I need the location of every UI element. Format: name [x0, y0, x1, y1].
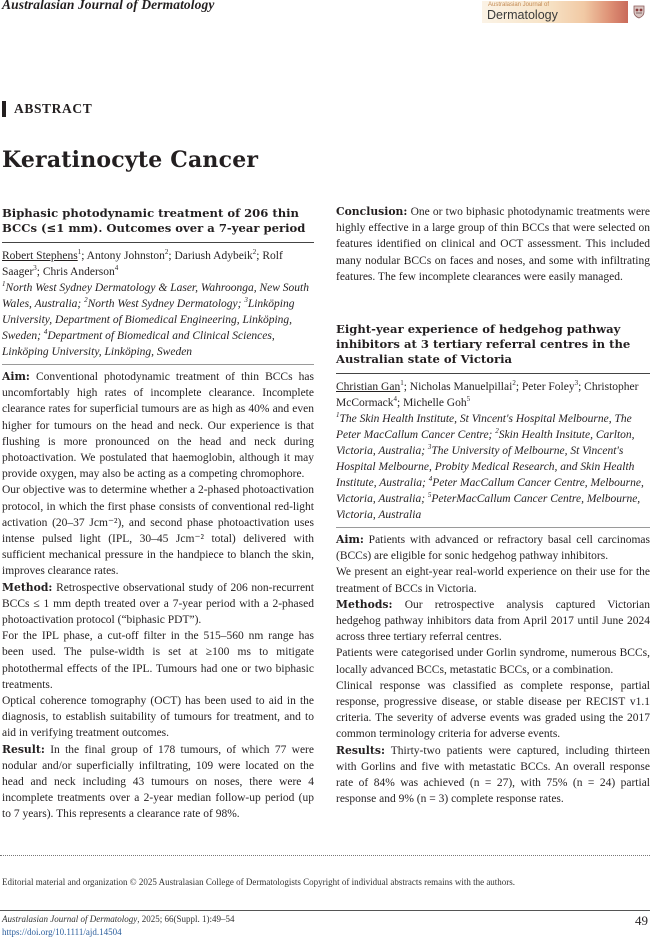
accent-bar	[2, 101, 6, 117]
paragraph-label: Results:	[336, 743, 385, 757]
author-name: Dariush Adybeik	[174, 250, 253, 262]
affiliation-number: 1	[336, 411, 340, 420]
paragraph-text: Clinical response was classified as complete response, partial response, progressive disease, or stable disease per RECIST v1.1 criteria. The severity of adverse events was graded using the 2017 common terminology criteria for adverse events.	[336, 679, 650, 741]
author-separator: ;	[81, 250, 87, 262]
author-affiliation-number: 3	[33, 264, 37, 273]
author-affiliation-number: 3	[574, 379, 579, 388]
author-separator: ;	[36, 266, 43, 278]
affiliation-number: 5	[427, 491, 432, 500]
logo-subtitle: Australasian Journal of	[488, 2, 550, 8]
paragraph-text: Patients with advanced or refractory basal cell carcinomas (BCCs) are eligible for sonic hedgehog pathway inhibitors.	[336, 534, 650, 563]
author-name: Chris Anderson	[42, 266, 115, 278]
page-number: 49	[635, 913, 648, 928]
author-affiliation-number: 2	[512, 379, 516, 388]
affiliation-text: Skin Health Insitute, Carlton, Victoria, Australia;	[336, 429, 635, 457]
paragraph-text: In the final group of 178 tumours, of which 77 were nodular and/or superficially infiltrating, 109 were located on the head and neck including 43 tumours on noses, there were 4 incomplete treatments over a 2-year median follow-up period (up to 7 years). This represents a clearance rate of 98%.	[2, 743, 314, 821]
paragraph-text: We present an eight-year real-world experience on their use for the treatment of BCCs in Victoria.	[336, 566, 650, 595]
section-divider	[0, 855, 650, 856]
paragraph-text: For the IPL phase, a cut-off filter in the 515–560 nm range has been used. The pulse-width is set at ≥100 ms to mitigate photothermal effects of the IPL. Tumours had one or two biphasic treatments.	[2, 630, 314, 691]
logo-title: Dermatology	[487, 8, 558, 22]
paragraph-label: Aim:	[336, 533, 364, 546]
abstract-body	[336, 532, 650, 807]
author-affiliation-number: 2	[252, 248, 257, 257]
journal-logo	[482, 1, 628, 23]
affiliation-text: The Skin Health Institute, St Vincent's Hospital Melbourne, The Peter MacCallum Cancer Centre;	[336, 413, 632, 441]
presenting-author: Robert Stephens	[2, 250, 78, 262]
affiliation-list	[2, 280, 314, 365]
doi-link[interactable]: https://doi.org/10.1111/ajd.14504	[2, 927, 122, 937]
citation-details: , 2025; 66(Suppl. 1):49–54	[137, 914, 235, 924]
paragraph-text: Retrospective observational study of 206 non-recurrent BCCs ≤ 1 mm depth treated over a 7-year period with a 2-phased photoactivation protocol (“biphasic PDT”).	[2, 581, 314, 627]
abstract-paragraph	[2, 628, 314, 693]
author-name: Christopher McCormack	[336, 381, 639, 409]
paragraph-label: Result:	[2, 742, 45, 756]
article-biphasic-pdt-continued	[336, 204, 650, 285]
author-name: Peter Foley	[521, 381, 575, 393]
author-affiliation-number: 4	[393, 395, 397, 404]
author-name: Nicholas Manuelpillai	[409, 381, 513, 393]
affiliation-text: Peter MacCallum Cancer Centre, Melbourne, Victoria, Australia;	[336, 477, 644, 505]
paragraph-text: Our objective was to determine whether a 2-phased photoactivation protocol, in which the first phase consists of conventional red-light activation (20–37 Jcm⁻²), and second phase photoactivation uses intense pulsed light (IPL, 30–45 Jcm⁻² total) delivered with sufficient mechanical pressure in the handpiece to blanch the skin, improves clearance rates.	[2, 484, 314, 578]
paragraph-text: One or two biphasic photodynamic treatments were highly effective in a large group of thin BCCs that were selected on features identified on clinical and OCT assessment. This included many nodular BCCs on faces and noses, and some with infiltrating features. The few incomplete clearances were easily managed.	[336, 206, 650, 283]
author-list	[336, 379, 650, 411]
author-name: Antony Johnston	[86, 250, 165, 262]
affiliation-list	[336, 411, 650, 528]
abstract-label	[2, 100, 92, 117]
affiliation-text: North West Sydney Dermatology;	[87, 298, 245, 310]
author-name: Michelle Goh	[403, 397, 467, 409]
paragraph-label: Aim:	[2, 370, 30, 383]
citation-journal: Australasian Journal of Dermatology	[2, 914, 138, 924]
paragraph-label: Method:	[2, 580, 53, 594]
affiliation-number: 4	[43, 328, 48, 337]
author-separator: ;	[403, 381, 410, 393]
affiliation-number: 1	[2, 280, 6, 289]
citation	[2, 914, 235, 924]
abstract-paragraph	[2, 369, 314, 482]
abstract-paragraph	[2, 742, 314, 823]
author-separator: ;	[396, 397, 404, 409]
affiliation-number: 2	[84, 296, 88, 305]
abstract-paragraph	[2, 693, 314, 742]
author-name: Rolf Saager	[2, 250, 283, 278]
article-hedgehog-inhibitors	[336, 322, 650, 807]
author-separator: ;	[168, 250, 175, 262]
author-separator: ;	[256, 250, 263, 262]
paragraph-label: Conclusion:	[336, 205, 408, 218]
author-affiliation-number: 5	[466, 395, 471, 404]
affiliation-number: 3	[244, 296, 248, 305]
college-crest-icon	[631, 3, 647, 19]
abstract-paragraph	[336, 597, 650, 646]
abstract-paragraph	[336, 564, 650, 596]
author-affiliation-number: 4	[114, 264, 119, 273]
paragraph-text: Patients were categorised under Gorlin syndrome, numerous BCCs, locally advanced BCCs, metastatic BCCs, or a combination.	[336, 647, 650, 676]
author-affiliation-number: 2	[164, 248, 169, 257]
affiliation-number: 3	[427, 443, 432, 452]
affiliation-text: PeterMacCallum Cancer Centre, Melbourne, Victoria, Australia	[336, 493, 641, 521]
paragraph-text: Optical coherence tomography (OCT) has been used to aid in the diagnosis, to establish suitability of tumours for treatment, and to aid in verifying treatment outcomes.	[2, 695, 314, 740]
abstract-paragraph	[336, 678, 650, 743]
author-list	[2, 248, 314, 280]
abstract-paragraph	[336, 204, 650, 285]
affiliation-text: North West Sydney Dermatology & Laser, Wahroonga, New South Wales, Australia;	[2, 282, 309, 310]
affiliation-number: 2	[495, 427, 499, 436]
abstract-paragraph	[336, 532, 650, 564]
abstract-body-continued	[336, 204, 650, 285]
footer-divider	[0, 910, 650, 911]
section-title: Keratinocyte Cancer	[2, 147, 259, 173]
presenting-author: Christian Gan	[336, 381, 401, 393]
affiliation-text: Department of Biomedical and Clinical Sciences, Linköping University, Linköping, Sweden	[2, 330, 275, 358]
affiliation-text: The University of Melbourne, St Vincent's Hospital Melbourne, Probity Medical Research, and Skin Health Institute, Australia;	[336, 445, 635, 489]
author-separator: ;	[578, 381, 585, 393]
journal-running-title: Australasian Journal of Dermatology	[2, 0, 215, 12]
abstract-paragraph	[336, 645, 650, 677]
author-separator: ;	[515, 381, 522, 393]
article-biphasic-pdt	[2, 206, 314, 823]
author-affiliation-number: 1	[400, 379, 404, 388]
abstract-paragraph	[336, 743, 650, 808]
affiliation-number: 4	[428, 475, 433, 484]
paragraph-text: Our retrospective analysis captured Victorian hedgehog pathway inhibitors data from April 2017 until June 2024 across three tertiary referral centres.	[336, 598, 650, 644]
paragraph-text: Conventional photodynamic treatment of thin BCCs has uncomfortably high rates of incomplete clearance. Incomplete clearance rates for superficial tumours are as high as 40% and even higher for tumours on the head and neck. Our experience is that flushing is more pronounced on the head and neck during photoactivation. We postulated that haemoglobin, although it may provide oxygen, may also be acting as a competing chromophore.	[2, 371, 314, 481]
copyright-notice: Editorial material and organization © 2025 Australasian College of Dermatologists Copyright of individual abstracts remains with the authors.	[2, 877, 516, 887]
abstract-paragraph	[2, 482, 314, 579]
article-title: Eight-year experience of hedgehog pathway inhibitors at 3 tertiary referral centres in the Australian state of Victoria	[336, 322, 650, 374]
abstract-body	[2, 369, 314, 823]
paragraph-label: Methods:	[336, 597, 393, 611]
abstract-paragraph	[2, 580, 314, 629]
abstract-label-text: ABSTRACT	[14, 100, 93, 116]
article-title: Biphasic photodynamic treatment of 206 thin BCCs (≤1 mm). Outcomes over a 7-year period	[2, 206, 314, 243]
affiliation-text: Linköping University, Department of Biomedical Engineering, Linköping, Sweden;	[2, 298, 295, 342]
author-affiliation-number: 1	[77, 248, 82, 257]
paragraph-text: Thirty-two patients were captured, including thirteen with Gorlins and five with metastatic BCCs. An overall response rate of 84% was achieved (n = 27), with 75% (n = 24) partial response and 9% (n = 3) complete response rates.	[336, 744, 650, 806]
